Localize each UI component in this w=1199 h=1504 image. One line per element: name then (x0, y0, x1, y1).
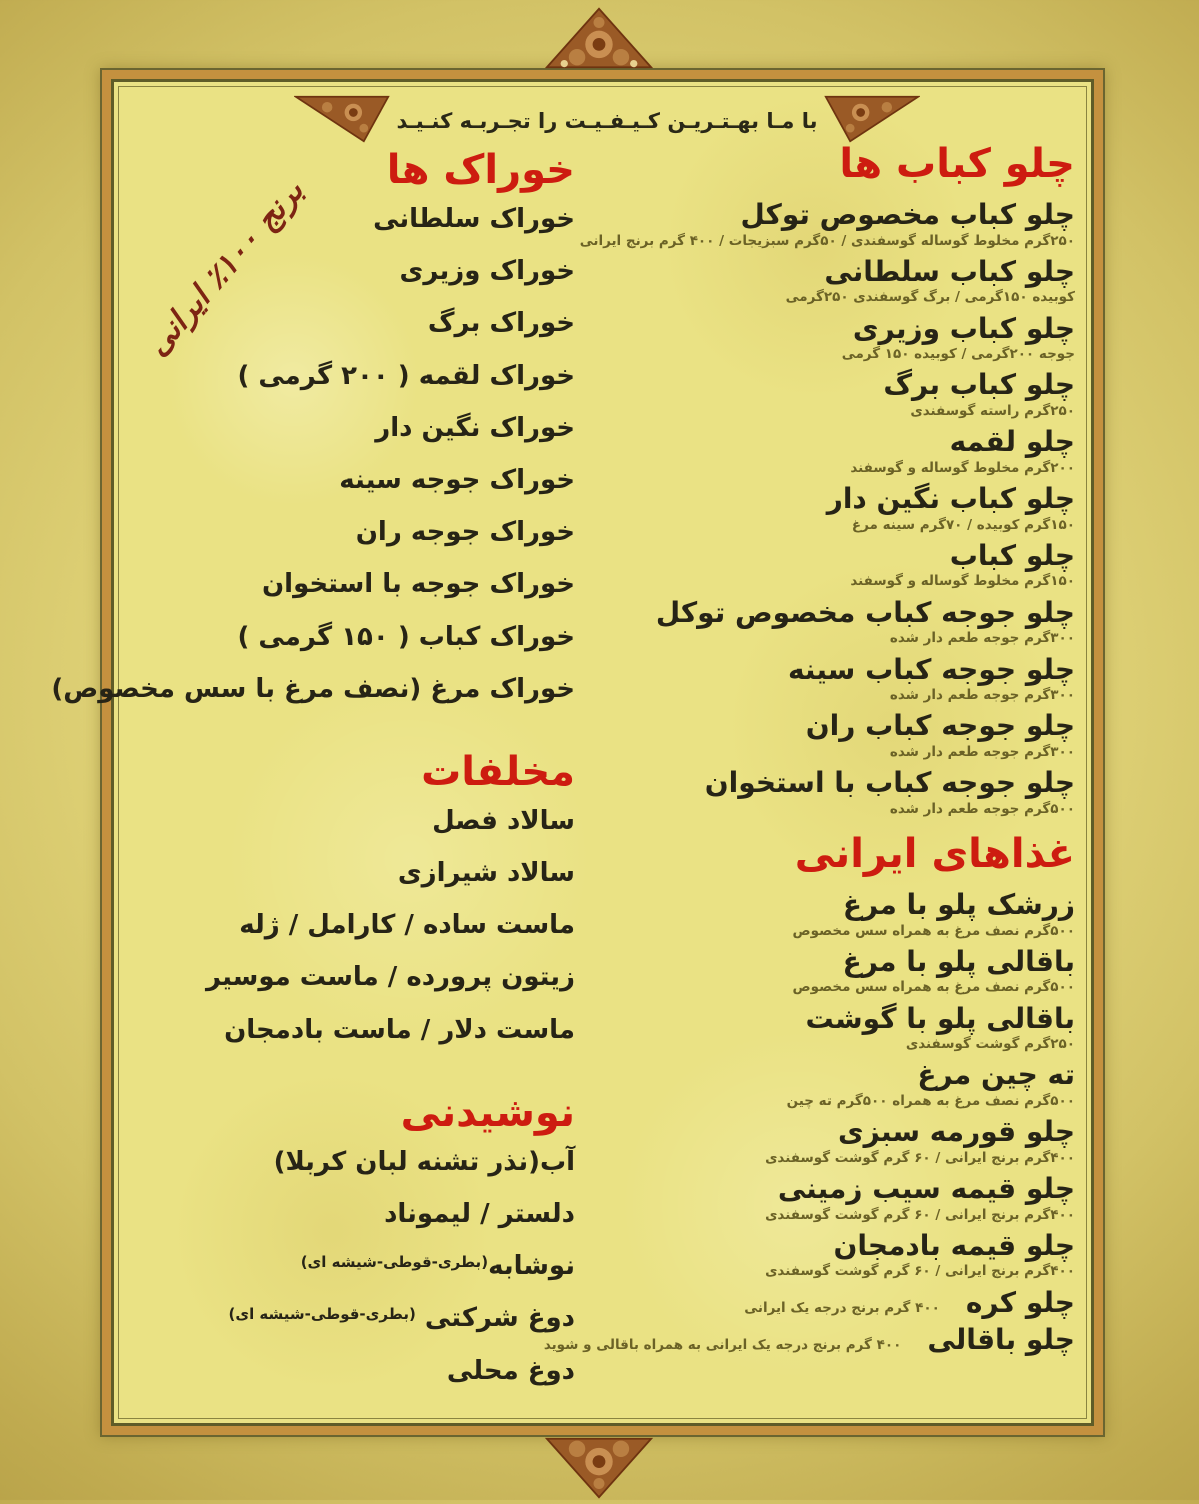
menu-item (579, 198, 1075, 250)
menu-item (595, 1229, 1075, 1281)
column-khorak-sides-drinks (51, 147, 575, 1408)
column-kabab-irani (543, 141, 1075, 1361)
menu-item (595, 945, 1075, 997)
menu-item (595, 766, 1075, 818)
menu-item-name: چلو باقالی (927, 1323, 1075, 1357)
menu-item (543, 1323, 1075, 1357)
menu-item-desc: ۴۰۰ گرم برنج درجه یک ایرانی (744, 1299, 940, 1316)
menu-item-desc: ۱۵۰گرم مخلوط گوساله و گوسفند (850, 573, 1075, 590)
menu-item-name: خوراک کباب ( ۱۵۰ گرمی ) (237, 621, 575, 652)
menu-item-desc: ۱۵۰گرم کوبیده / ۷۰گرم سینه مرغ (851, 516, 1075, 533)
menu-item-name: ماست ساده / کارامل / ژله (239, 910, 575, 941)
menu-item-desc: ۴۰۰گرم برنج ایرانی / ۶۰ گرم گوشت گوسفندی (765, 1263, 1075, 1280)
spacer (135, 726, 575, 736)
menu-item-name: چلو جوجه کباب با استخوان (704, 766, 1075, 800)
menu-item (595, 888, 1075, 940)
menu-item-name: خوراک سلطانی (373, 204, 575, 234)
menu-item-desc: ۴۰۰ گرم برنج درجه یک ایرانی به همراه باقالی و شوید (543, 1337, 902, 1354)
menu-item-name: چلو قورمه سبزی (837, 1115, 1075, 1149)
menu-item (595, 255, 1075, 307)
menu-item-desc: ۲۰۰گرم مخلوط گوساله و گوسفند (850, 459, 1075, 476)
menu-item-name: چلو کباب برگ (883, 368, 1075, 402)
rice-note: برنج ۱۰۰٪ ایرانی (139, 173, 311, 363)
menu-item-name: چلو کباب سلطانی (824, 254, 1075, 288)
menu-item-desc: ۵۰۰گرم جوجه طعم دار شده (889, 800, 1075, 817)
menu-item-name: چلو کباب نگین دار (826, 482, 1075, 516)
menu-item-label: دوغ شرکتی (415, 1303, 575, 1334)
menu-item-label: دوغ محلی (446, 1355, 575, 1386)
menu-item (595, 1286, 1075, 1320)
menu-item-name: چلو قیمه بادمجان (833, 1228, 1075, 1262)
menu-item-label: آب(نذر تشنه لبان کربلا) (273, 1146, 575, 1177)
menu-item-name: چلو کباب وزیری (852, 311, 1075, 345)
menu-item-desc: ۳۰۰گرم جوجه طعم دار شده (889, 630, 1075, 647)
menu-item-name: خوراک مرغ (نصف مرغ با سس مخصوص) (51, 673, 575, 704)
menu-item-desc: ۵۰۰گرم نصف مرغ به همراه ۵۰۰گرم ته چین (786, 1092, 1075, 1109)
menu-item-name: چلو کباب (949, 538, 1075, 572)
menu-item (595, 1058, 1075, 1110)
menu-item-name: خوراک وزیری (399, 256, 575, 287)
menu-item-desc: ۳۰۰گرم جوجه طعم دار شده (889, 743, 1075, 760)
menu-item-desc: ۲۵۰گرم گوشت گوسفندی (905, 1036, 1075, 1053)
menu-item-name: ته چین مرغ (917, 1058, 1075, 1092)
menu-item-name: چلو جوجه کباب سینه (787, 652, 1075, 686)
menu-item-name: چلو قیمه سیب زمینی (777, 1172, 1075, 1205)
menu-item-desc: کوبیده ۱۵۰گرمی / برگ گوسفندی ۲۵۰گرمی (785, 289, 1075, 306)
menu-item-label: نوشابه (488, 1251, 575, 1282)
menu-item-desc: ۴۰۰گرم برنج ایرانی / ۶۰ گرم گوشت گوسفندی (765, 1206, 1075, 1223)
section-title-mokhalafat: مخلفات (421, 748, 575, 795)
menu-item-name: خوراک برگ (427, 308, 575, 339)
menu-item (595, 596, 1075, 648)
menu-item-name: خوراک نگین دار (375, 412, 575, 443)
section-title-nooshidani: نوشیدنی (400, 1089, 575, 1136)
menu-item-name: چلو جوجه کباب مخصوص توکل (655, 595, 1075, 629)
menu-item-desc: جوجه ۲۰۰گرمی / کوبیده ۱۵۰ گرمی (841, 346, 1075, 363)
ornament-top-icon (541, 6, 657, 70)
menu-item-desc: ۲۵۰گرم مخلوط گوساله گوسفندی / ۵۰گرم سبزیجات / ۴۰۰ گرم برنج ایرانی (579, 232, 1075, 249)
ornament-tagline-right-icon (294, 95, 390, 147)
menu-item-name: خوراک جوجه با استخوان (261, 569, 575, 600)
menu-item-desc: ۵۰۰گرم نصف مرغ به همراه سس مخصوص (792, 979, 1075, 996)
menu-item-name: چلو لقمه (949, 425, 1075, 459)
section-title-kabab: چلو کباب ها (839, 141, 1075, 187)
menu-item-desc: ۲۵۰گرم راسته گوسفندی (910, 403, 1075, 420)
menu-item-desc: ۵۰۰گرم نصف مرغ به همراه سس مخصوص (792, 922, 1075, 939)
menu-item-name: ماست دلار / ماست بادمجان (224, 1014, 575, 1045)
menu-item-name (135, 1147, 575, 1178)
menu-item-name (135, 1251, 575, 1282)
menu-item-paren: (بطری-قوطی-شیشه ای) (228, 1305, 416, 1324)
ornament-bottom-icon (538, 1436, 660, 1500)
menu-item (595, 1172, 1075, 1224)
tagline-text: با مـا بهـتـریـن کـیـفـیـت را تجـربـه کنـیـد (396, 109, 818, 133)
menu-item-name: زرشک پلو با مرغ (842, 887, 1075, 921)
menu-item-label: دلستر / لیموناد (384, 1199, 575, 1229)
menu-item-name: سالاد شیرازی (397, 858, 575, 889)
menu-item-desc: ۳۰۰گرم جوجه طعم دار شده (889, 687, 1075, 704)
menu-item-name: چلو کره (965, 1285, 1075, 1319)
menu-item-paren: (بطری-قوطی-شیشه ای) (300, 1253, 489, 1272)
menu-item-name (135, 1303, 575, 1334)
section-title-irani: غذاهای ایرانی (794, 830, 1075, 877)
menu-item-name: باقالی پلو با مرغ (842, 944, 1075, 978)
menu-item-desc: ۴۰۰گرم برنج ایرانی / ۶۰ گرم گوشت گوسفندی (765, 1149, 1075, 1166)
menu-item-name: خوراک لقمه ( ۲۰۰ گرمی ) (237, 360, 575, 391)
menu-item-name: سالاد فصل (432, 805, 575, 836)
section-title-khorak: خوراک ها (386, 147, 575, 193)
menu-item (595, 425, 1075, 477)
menu-item (595, 482, 1075, 534)
menu-item (595, 312, 1075, 364)
menu-item (595, 539, 1075, 591)
menu-item (595, 1002, 1075, 1054)
menu-item (595, 368, 1075, 420)
ornament-tagline-left-icon (824, 95, 920, 147)
menu-item-name: زیتون پرورده / ماست موسیر (205, 962, 575, 993)
menu-item-name: خوراک جوجه ران (355, 517, 575, 548)
menu-item (595, 653, 1075, 705)
menu-item (595, 709, 1075, 761)
menu-item-name: چلو جوجه کباب ران (805, 709, 1075, 743)
menu-item-name: خوراک جوجه سینه (339, 464, 575, 495)
menu-item-name (135, 1199, 575, 1230)
menu-item (595, 1115, 1075, 1167)
menu-item-name (135, 1356, 575, 1387)
menu-item-name: باقالی پلو با گوشت (805, 1001, 1075, 1035)
menu-item-name: چلو کباب مخصوص توکل (740, 198, 1075, 231)
spacer (135, 1067, 575, 1077)
